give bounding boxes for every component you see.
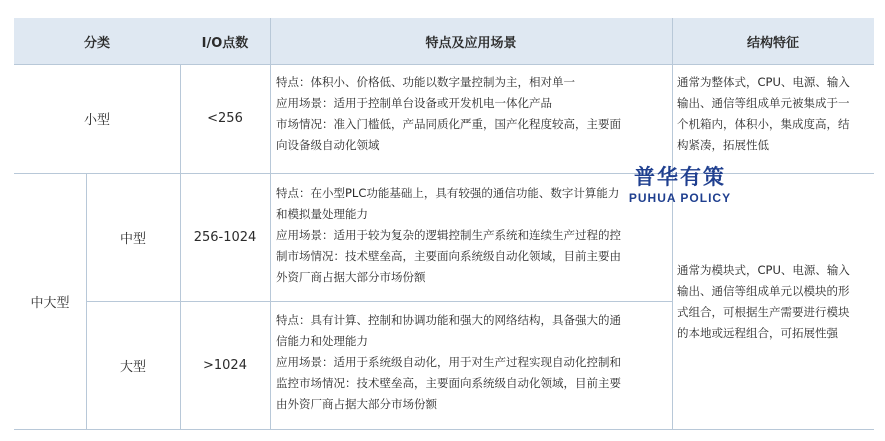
text-line: 和模拟量处理能力 [276, 207, 368, 221]
text-line: 式组合，可根据生产需要进行模块 [677, 305, 850, 319]
plc-classification-table [14, 18, 874, 430]
text-line: 个机箱内，体积小，集成度高，结 [677, 117, 850, 131]
text-line: 制市场情况：技术壁垒高，主要面向系统级自动化领域，目前主要由 [276, 249, 621, 263]
watermark-chinese: 普华有策 [634, 164, 726, 189]
text-line: 外资厂商占据大部分市场份额 [276, 270, 426, 284]
text-line: 通常为模块式，CPU、电源、输入 [677, 263, 850, 277]
text-line: 输出、通信等组成单元以模块的形 [677, 284, 850, 298]
small-features-text [276, 72, 668, 156]
text-line: 信能力和处理能力 [276, 334, 368, 348]
text-line: 市场情况：准入门槛低，产品同质化严重，国产化程度较高，主要面 [276, 117, 621, 131]
text-line: 特点：体积小、价格低、功能以数字量控制为主，相对单一 [276, 75, 575, 89]
watermark-english: PUHUA POLICY [628, 191, 732, 205]
mid-large-category: 中大型 [30, 295, 70, 311]
small-category: 小型 [83, 113, 110, 128]
header-category: 分类 [14, 18, 180, 64]
grid-line [14, 429, 874, 430]
medium-io-points: 256-1024 [193, 229, 257, 245]
text-line: 的本地或远程组合，可拓展性强 [677, 326, 838, 340]
large-io-points: >1024 [203, 357, 247, 373]
large-features-text [276, 310, 668, 415]
text-line: 向设备级自动化领域 [276, 138, 380, 152]
grid-line [672, 18, 673, 429]
text-line: 构紧凑，拓展性低 [677, 138, 769, 152]
text-line: 应用场景：适用于系统级自动化，用于对生产过程实现自动化控制和 [276, 355, 621, 369]
text-line: 应用场景：适用于控制单台设备或开发机电一体化产品 [276, 96, 552, 110]
medium-category: 中型 [119, 231, 146, 247]
text-line: 特点：在小型PLC功能基础上，具有较强的通信功能、数字计算能力 [276, 186, 620, 200]
small-io-points: <256 [207, 111, 243, 126]
text-line: 应用场景：适用于较为复杂的逻辑控制生产系统和连续生产过程的控 [276, 228, 621, 242]
mid-large-structure-text [677, 260, 871, 344]
text-line: 特点：具有计算、控制和协调功能和强大的网络结构，具备强大的通 [276, 313, 621, 327]
large-category: 大型 [119, 359, 146, 375]
header-io-points: I/O点数 [180, 18, 270, 64]
text-line: 由外资厂商占据大部分市场份额 [276, 397, 437, 411]
small-structure-text [677, 72, 871, 156]
header-features: 特点及应用场景 [270, 18, 672, 64]
grid-line [270, 18, 271, 429]
text-line: 监控市场情况：技术壁垒高，主要面向系统级自动化领域，目前主要 [276, 376, 621, 390]
text-line: 通常为整体式，CPU、电源、输入 [677, 75, 850, 89]
text-line: 输出、通信等组成单元被集成于一 [677, 96, 850, 110]
watermark-logo [610, 164, 750, 206]
header-structure: 结构特征 [672, 18, 874, 64]
